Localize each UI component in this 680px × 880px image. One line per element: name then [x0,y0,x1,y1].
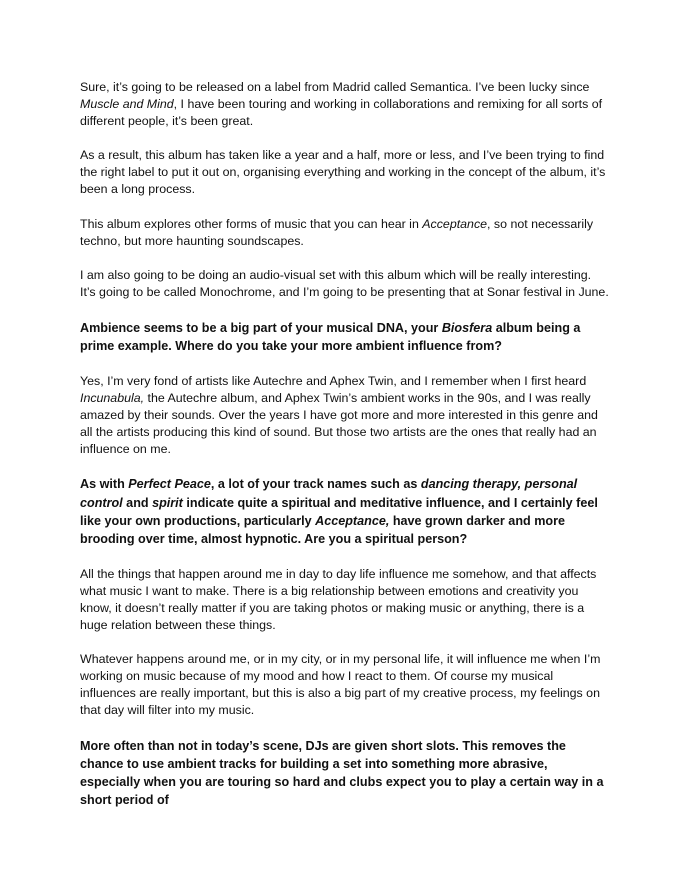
text-run: , I have been touring and working in collaborations and remixing for all sorts of different people, it’s been great. [80,96,603,128]
paragraph-autechre-aphex [80,373,610,457]
question-spiritual [80,475,610,548]
text-run: All the things that happen around me in day to day life influence me somehow, and that affects what music I want to make. There is a big relationship between emotions and creativity you know, it doesn’t really matter if you are taking photos or making music or anything, there is a huge relation between these things. [80,567,597,632]
italic-track-names: dancing therapy, personal control [80,477,578,510]
question-ambience [80,319,610,355]
text-run: As with [80,477,129,492]
text-run: I am also going to be doing an audio-visual set with this album which will be really interesting. It’s going to be called Monochrome, and I’m going to be presenting that at Sonar festival in June. [80,268,609,300]
paragraph-mood-influence [80,651,610,718]
text-run: , so not necessarily techno, but more haunting soundscapes. [80,216,594,248]
text-run: album being a prime example. Where do you take your more ambient influence from? [80,320,581,354]
text-run: Sure, it’s going to be released on a label from Madrid called Semantica. I’ve been lucky since [80,80,590,94]
text-run: indicate quite a spiritual and meditative influence, and I certainly feel like your own productions, particularly [80,495,598,528]
italic-title-acceptance: Acceptance [422,216,488,231]
italic-title-biosfera: Biosfera [441,320,493,335]
text-run: Yes, I’m very fond of artists like Autechre and Aphex Twin, and I remember when I first heard [80,374,587,389]
text-run: , a lot of your track names such as [210,477,421,492]
text-run: More often than not in today’s scene, DJs are given short slots. This removes the chance to use ambient tracks for building a set into something more abrasive, especially when you are touring so hard and clubs expect you to play a certain way in a short period of [80,738,604,808]
text-run: Whatever happens around me, or in my city, or in my personal life, it will influence me when I’m working on music because of my mood and how I react to them. Of course my musical influences are really important, but this is also a big part of my creative process, my feelings on that day will filter into my music. [80,652,601,717]
paragraph-emotions-creativity [80,566,610,633]
paragraph-release-label [80,79,610,129]
text-run: Ambience seems to be a big part of your musical DNA, your [80,320,442,335]
question-short-slots [80,737,610,810]
italic-title-perfect-peace: Perfect Peace [128,477,211,492]
italic-title-incunabula: Incunabula, [80,391,145,406]
italic-title-muscle-and-mind: Muscle and Mind [80,96,174,111]
text-run: This album explores other forms of music that you can hear in [80,216,423,231]
paragraph-album-explores [80,216,610,250]
text-run: As a result, this album has taken like a year and a half, more or less, and I’ve been trying to find the right label to put it out on, organising everything and working in the concept of the album, it’s been a long process. [80,148,606,196]
text-run: and [122,495,153,510]
paragraph-audio-visual-set [80,267,610,301]
italic-track-spirit: spirit [152,495,183,510]
paragraph-album-process [80,147,610,197]
text-run: have grown darker and more brooding over time, almost hypnotic. Are you a spiritual person? [80,513,565,546]
italic-title-acceptance: Acceptance, [315,513,390,528]
text-run: the Autechre album, and Aphex Twin’s ambient works in the 90s, and I was really amazed by their sounds. Over the years I have got more and more interested in this genre and all the artists producing this kind of sound. But those two artists are the ones that really had an influence on me. [80,391,598,456]
